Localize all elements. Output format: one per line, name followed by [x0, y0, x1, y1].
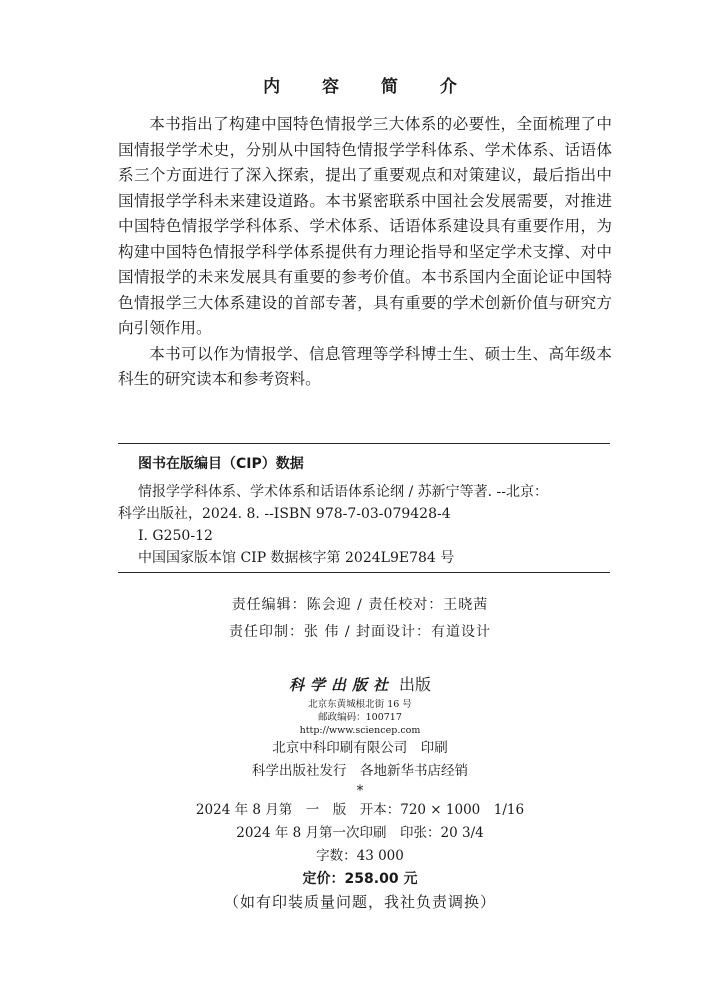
- cip-heading: 图书在版编目（CIP）数据: [138, 456, 304, 472]
- page-title: 内 容 简 介: [263, 77, 475, 97]
- publisher-suffix: 出版: [399, 675, 432, 694]
- printer-line: 北京中科印刷有限公司 印刷: [272, 740, 448, 756]
- edition-line: 2024 年 8 月第 一 版 开本：720 × 1000 1/16: [195, 802, 525, 818]
- summary-section: [118, 112, 612, 393]
- distribution-line: 科学出版社发行 各地新华书店经销: [252, 763, 468, 779]
- editors-block: [0, 592, 720, 646]
- cip-line-classification: Ⅰ. G250-12: [138, 528, 213, 544]
- cip-line-record-number: 中国国家版本馆 CIP 数据核字第 2024L9E784 号: [138, 550, 455, 566]
- colophon-block: [0, 672, 720, 914]
- summary-paragraph-2: 本书可以作为情报学、信息管理等学科博士生、硕士生、高年级本科生的研究读本和参考资料。: [118, 344, 612, 388]
- cip-line-publisher: 科学出版社，2024. 8. --ISBN 978-7-03-079428-4: [118, 506, 451, 522]
- publisher-logo-text: 科学出版社: [288, 676, 394, 694]
- price: 定价：258.00 元: [302, 871, 418, 887]
- printing-line: 2024 年 8 月第一次印刷 印张：20 3/4: [236, 825, 484, 841]
- publisher-address: 北京东黄城根北街 16 号: [308, 699, 412, 710]
- separator-star: *: [356, 783, 364, 799]
- summary-paragraph-1: 本书指出了构建中国特色情报学三大体系的必要性，全面梳理了中国情报学学术史，分别从中国特色情报学学科体系、学术体系、话语体系三个方面进行了深入探索，提出了重要观点和对策建议，最后指出中国情报学学科未来建设道路。本书紧密联系中国社会发展需要，对推进中国特色情报学学科体系、学术体系、话语体系建设具有重要作用，为构建中国特色情报学科学体系提供有力理论指导和坚定学术支撑、对中国情报学的未来发展具有重要的参考价值。本书系国内全面论证中国特色情报学三大体系建设的首部专著，具有重要的学术创新价值与研究方向引领作用。: [118, 115, 612, 337]
- publisher-postcode: 邮政编码：100717: [318, 712, 402, 723]
- publisher-line: [0, 672, 720, 698]
- cip-line-title: 情报学学科体系、学术体系和话语体系论纲 / 苏新宁等著. --北京：: [138, 484, 548, 500]
- editors-line-2: 责任印制：张 伟 / 封面设计：有道设计: [228, 624, 492, 640]
- editors-line-1: 责任编辑：陈会迎 / 责任校对：王晓茜: [231, 597, 489, 613]
- word-count: 字数：43 000: [316, 848, 404, 864]
- cip-block: [118, 443, 610, 573]
- quality-note: （如有印装质量问题，我社负责调换）: [223, 893, 496, 911]
- publisher-website: http://www.sciencep.com: [299, 725, 421, 736]
